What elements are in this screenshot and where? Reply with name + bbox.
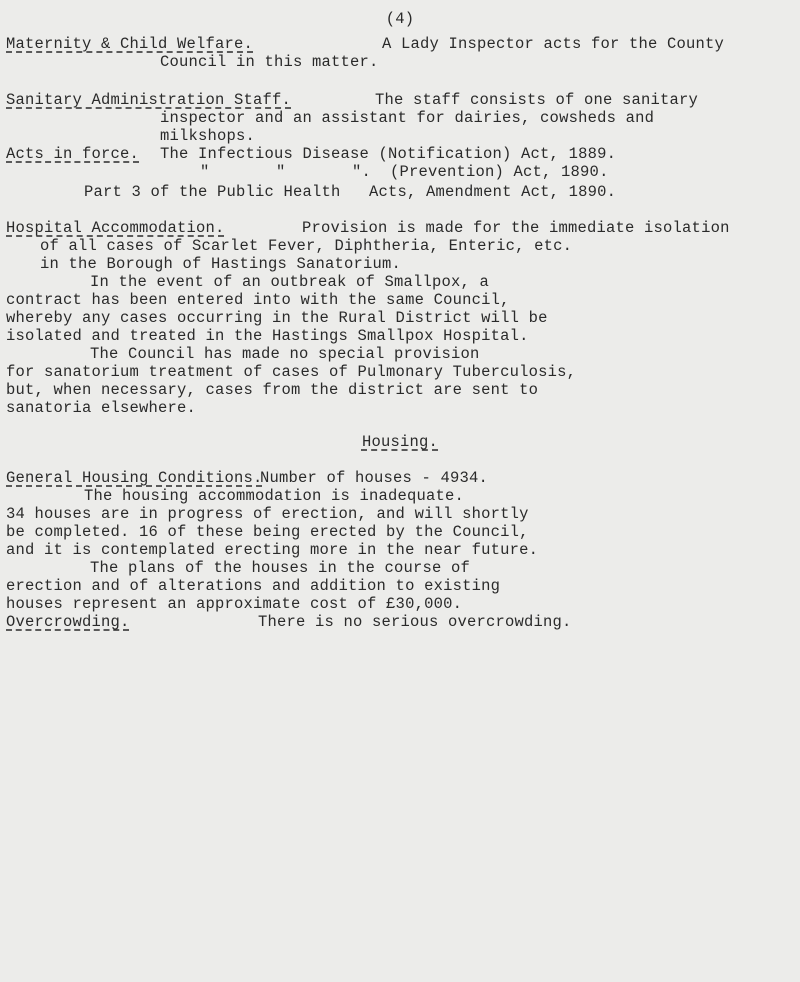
- hospital-line-5: contract has been entered into with the same Council,: [6, 291, 510, 309]
- acts-line-3: Part 3 of the Public Health Acts, Amendment Act, 1890.: [84, 183, 617, 201]
- housing-line-4: be completed. 16 of these being erected by the Council,: [6, 523, 529, 541]
- hospital-line-2: of all cases of Scarlet Fever, Diphtheria, Enteric, etc.: [40, 237, 573, 255]
- hospital-line-1: Provision is made for the immediate isolation: [302, 219, 730, 237]
- hospital-line-9: for sanatorium treatment of cases of Pulmonary Tuberculosis,: [6, 363, 577, 381]
- sanitary-text-2: inspector and an assistant for dairies, cowsheds and: [160, 109, 655, 127]
- housing-line-8: houses represent an approximate cost of £30,000.: [6, 595, 463, 613]
- acts-heading: Acts in force.: [6, 145, 140, 163]
- hospital-line-6: whereby any cases occurring in the Rural District will be: [6, 309, 548, 327]
- housing-line-7: erection and of alterations and addition to existing: [6, 577, 501, 595]
- housing-conditions-heading: General Housing Conditions.: [6, 469, 263, 487]
- overcrowding-text: There is no serious overcrowding.: [258, 613, 572, 631]
- maternity-text-1: A Lady Inspector acts for the County: [382, 35, 725, 53]
- housing-title: [0, 433, 800, 451]
- housing-line-6: The plans of the houses in the course of: [90, 559, 471, 577]
- sanitary-text-1: The staff consists of one sanitary: [375, 91, 699, 109]
- housing-line-5: and it is contemplated erecting more in the near future.: [6, 541, 539, 559]
- housing-line-3: 34 houses are in progress of erection, and will shortly: [6, 505, 529, 523]
- housing-line-1: Number of houses - 4934.: [260, 469, 489, 487]
- sanitary-text-3: milkshops.: [160, 127, 256, 145]
- hospital-line-10: but, when necessary, cases from the district are sent to: [6, 381, 539, 399]
- page-number: (4): [385, 10, 415, 28]
- housing-line-2: The housing accommodation is inadequate.: [84, 487, 465, 505]
- housing-title-text: Housing.: [361, 433, 438, 451]
- hospital-line-4: In the event of an outbreak of Smallpox, a: [90, 273, 490, 291]
- acts-line-1: The Infectious Disease (Notification) Act, 1889.: [160, 145, 617, 163]
- maternity-heading: Maternity & Child Welfare.: [6, 35, 254, 53]
- sanitary-heading: Sanitary Administration Staff.: [6, 91, 292, 109]
- hospital-line-3: in the Borough of Hastings Sanatorium.: [40, 255, 402, 273]
- overcrowding-heading: Overcrowding.: [6, 613, 130, 631]
- hospital-line-8: The Council has made no special provision: [90, 345, 480, 363]
- maternity-text-2: Council in this matter.: [160, 53, 379, 71]
- hospital-line-7: isolated and treated in the Hastings Smallpox Hospital.: [6, 327, 529, 345]
- acts-line-2: " " ". (Prevention) Act, 1890.: [200, 163, 609, 181]
- hospital-heading: Hospital Accommodation.: [6, 219, 225, 237]
- hospital-line-11: sanatoria elsewhere.: [6, 399, 197, 417]
